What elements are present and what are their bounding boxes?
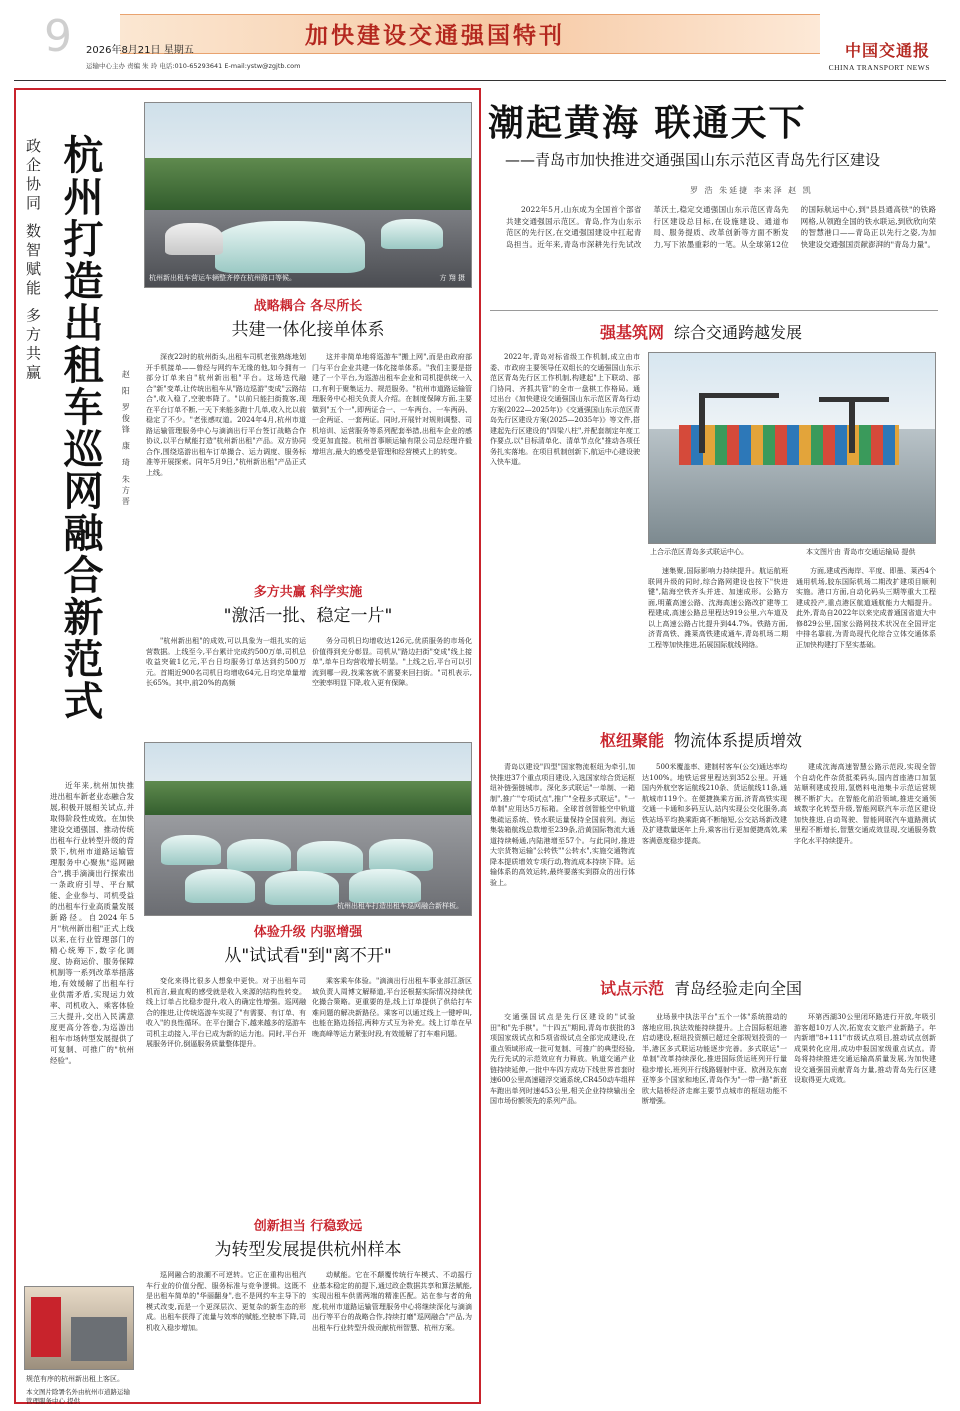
section4-kicker: 创新担当 行稳致远	[253, 1219, 363, 1234]
section3-text-a: 变化来得比很多人想象中更快。对于出租车司机而言,最直观的感受就是收入来源的结构性转变。线上订单占比稳步提升,收入的确定性增强。巡网融合的推进,让传统巡游车实现了"有需要、有订单、有收入"的良性循环。在平台撮合下,越来越多的巡游车司机主动接入,平台已成为新的运力池。同时,平台开展服务评价,倒逼服务质量整体提升。	[146, 977, 306, 1048]
section4-text-b: 动赋能。它在不颠覆传统行车模式、不动摇行业基本稳定的前提下,通过政企数据共享和算法赋能,实现出租车供需两端的精准匹配。站在参与者的角度,杭州市道路运输管理服务中心将继续深化与滴滴出行等平台的战略合作,持续打磨"巡网融合"产品,为出租车行业转型升级贡献杭州智慧、杭州方案。	[312, 1271, 472, 1332]
qingdao-authors: 罗 浩 朱延捷 李来泽 赵 凯	[690, 186, 813, 195]
header-rule	[14, 80, 946, 81]
masthead	[0, 0, 960, 78]
r-section2-heading: 物流体系提质增效	[674, 731, 803, 750]
section1-text-b: 这并非简单地将巡游车"搬上网",而是由政府部门与平台企业共建一体化接单体系。"我们主要是搭建了一个平台,为巡游出租车企业和司机提供统一入口,有利于聚集运力、规范服务。"杭州市道路运输管理服务中心相关负责人介绍。在制度保障方面,主要做到"五个一",即两证合一、一车两台、一车两码、一企两证、一套两证。同时,开展针对规则调整、司机培训、运营服务等系列配套举措,出租车企业的感受更加直接。杭州首事顺运输有限公司总经理许毅增坦言,最大的感受是管理和经营模式上的转变。	[312, 353, 472, 456]
r-section2-col-b	[642, 762, 787, 974]
photo-logistics-credit: 本文图片由 青岛市交通运输局 提供	[806, 548, 916, 556]
r-section2-kicker: 枢纽聚能	[600, 731, 665, 750]
section3-col-a	[146, 976, 306, 1214]
r-section1-col-c	[796, 566, 936, 666]
r-section2-text-b: 500米覆盖率、建制村客车(公交)通达率均达100%。地铁运营里程达到352公里。开通国内外航空客运航线210条、货运航线11条,通航城市119个。在便捷换乘方面,济青高铁实现交通一卡通和多码互认,站内实现公交化服务,高铁站场平均换乘距离不断缩短,公交站场新改建及扩建数量逐年上升,乘客出行更加便捷高效,乘客满意度稳步提高。	[642, 763, 787, 845]
section2-kicker: 多方共赢 科学实施	[253, 585, 363, 600]
r-section1-header	[600, 322, 802, 345]
section3-col-b	[312, 976, 472, 1214]
section1-col-a	[146, 352, 306, 582]
r-section3-col-a	[490, 1012, 635, 1404]
photo3-caption: 规范有序的杭州新出租上客区。	[26, 1375, 124, 1383]
section2-text-b: 务分司机日均增收达126元,优质服务的市场化价值得到充分彰显。司机从"路边扫街"变成"线上接单",单车日均营收增长明显。"上线之后,平台可以引流到哪一段,找乘客就不需要来回扫街。"司机表示,空驶率明显下降,收入更有保障。	[312, 637, 472, 687]
hangzhou-article	[14, 88, 481, 1404]
r-section2-text-c: 建成沈海高速智慧公路示范段,实现全智个自动化件杂货抵柔码头,国内首座港口加氢站顺利建成投用,氢燃料电池集卡示范运营规模不断扩大。在智能化前沿领域,推进交通领域数字化转型升级,智能网联汽车示范区建设加快推进,自动驾驶、智能网联汽车道路测试里程不断增长,智慧交通成效显现,交通服务数字化水平持续提升。	[794, 763, 936, 845]
photo-logistics-center	[648, 352, 936, 544]
section4-col-b	[312, 1270, 472, 1398]
r-section1-kicker: 强基筑网	[600, 323, 665, 342]
section1-kicker: 战略耦合 各尽所长	[253, 299, 363, 314]
editor-info: 运输中心主办 责编 朱 玲 电话:010-65293641 E-mail:ystw@zgjtb.com	[86, 62, 301, 70]
r-section3-header	[600, 978, 802, 1001]
r-section1-text-a: 2022年,青岛对标省级工作机制,成立由市委、市政府主要领导任双组长的交通强国山东示范区青岛先行区工作机制,构建起"上下联动、部门协同、齐抓共管"的全市一盘棋工作格局。通过出台《加快建设交通强国山东示范区青岛行动方案(2022—2025年)》《交通强国山东示范区青岛先行区建设方案(2025—2035年)》等文件,搭建起先行区建设的"四梁八柱",并配套制定年度工作要点,以"目标清单化、清单节点化"推动各项任务扎实落地。在项目机制创新下,航运中心建设驶入快车道。	[490, 353, 640, 466]
issue-date: 2026年8月21日 星期五	[86, 45, 194, 56]
article-title: 杭州打造出租车巡网融合新范式	[57, 134, 103, 722]
photo-logistics-caption: 上合示范区青岛多式联运中心。	[650, 548, 748, 556]
r-section2-col-a	[490, 762, 635, 974]
banner-title: 加快建设交通强国特刊	[305, 22, 565, 49]
section4-heading: 为转型发展提供杭州样本	[214, 1240, 402, 1260]
article-deck: 政企协同 数智赋能 多方共赢	[24, 138, 42, 384]
r-section3-text-c: 环第西湖30公里闭环路进行开放,年吸引游客超10万人次,拓宽农文旅产业新路子。年内新增"8+111"市级试点项目,推动试点创新成果转化应用,成功申报国家级重点试点。青岛将持续推进交通运输高质量发展,为加快建设交通强国贡献青岛力量,推动青岛先行区建设取得更大成效。	[794, 1013, 936, 1084]
article-intro	[50, 780, 134, 1280]
special-issue-banner	[120, 14, 820, 54]
section3-text-b: 乘客乘车体验。"滴滴出行出租车事业部江浙区域负责人周博文解释道,平台还根据实际情况持续优化撮合策略。更重要的是,线上订单提供了供给打车难问题的解决新路径。乘客可以通过线上一键呼叫,也能在路边扬招,两种方式互为补充。线上订单在早晚高峰等运力紧张时段,有效缓解了打车难问题。	[312, 977, 472, 1038]
section3-kicker: 体验升级 内驱增强	[253, 925, 363, 940]
section2-col-a	[146, 636, 306, 734]
r-section1-col-b	[648, 566, 788, 666]
photo2-caption: 杭州出租车打造出租车巡网融合新样板。	[337, 902, 463, 911]
r-section1-text-c: 方面,建成西海岸、平度、即墨、莱西4个通用机场,胶东国际机场二期改扩建项目顺利实施。港口方面,自动化码头三期等重大工程建成投产,重点港区航道通航能力大幅提升。此外,青岛自2022年以来完成普通国省道大中修829公里,国家公路网技术状况在全国评定中排名靠前,为青岛现代化综合立体交通体系正加快构建打下坚实基础。	[796, 567, 936, 649]
photo-pickup-area	[24, 1286, 134, 1370]
photo3-credit: 本文图片除署名外由杭州市道路运输管理服务中心 提供	[26, 1388, 130, 1405]
photo-taxis-street	[144, 102, 472, 288]
r-section1-text-b: 速集聚,国际影响力持续提升。航运航班联网升级的同时,综合路网建设也按下"快进键",陆海空铁齐头并进、加速成形。公路方面,明董高速公路、沈海高速公路改扩建等工程建成,高速公路总里程达919公里,六车道及以上高速公路占比提升到44.7%。铁路方面,济青高铁、潍莱高铁建成通车,青岛机场二期工程等加快推进,拓展国际航线网络。	[648, 567, 788, 649]
r-section1-heading: 综合交通跨越发展	[674, 323, 803, 342]
lead-text: 2022年5月,山东成为全国首个部省共建交通强国示范区。青岛,作为山东示范区的先行区,在交通强国建设中扛起青岛担当。近年来,青岛市深耕先行先试改革沃土,稳定交通强国山东示范区青岛先行区建设总目标,在设施建设、通道布局、服务提质、改革创新等方面不断发力,写下浓墨重彩的一笔。从全球第12位的国际航运中心,到"县县通高铁"的铁路网格,从领跑全国的铁水联运,到欣欣向荣的智慧港口——青岛正以先行之姿,为加快建设交通强国贡献澎湃的"青岛力量"。	[506, 205, 936, 249]
section2-text-a: "杭州新出租"的成效,可以具象为一组扎实的运营数据。上线至今,平台累计完成约500万单,司机总收益突破1亿元,平台日均服务订单达到约500万元。首期近900名司机日均增收64元,日均完单量增长65%。其中,前20%的高频	[146, 637, 306, 687]
section4-col-a	[146, 1270, 306, 1398]
section1-col-b	[312, 352, 472, 582]
logo-en: CHINA TRANSPORT NEWS	[828, 62, 930, 72]
logo-cn: 中国交通报	[844, 41, 930, 60]
r-section1-col-a	[490, 352, 640, 666]
r-section3-text-b: 业场景中执法平台"五个一体"系统推动的落地应用,执法效能持续提升。上合国际枢纽港启动建设,枢纽投资额已超过全部规划投资的一半,港区多式联运功能逐步完善。多式联运"一单制"改革持续深化,推进国际货运班列开行量稳步增长,班列开行线路辐射中亚、欧洲及东南亚等多个国家和地区,青岛作为"一带一路"新亚欧大陆桥经济走廊主要节点城市的枢纽功能不断增强。	[642, 1013, 787, 1105]
photo1-caption: 杭州新出租车营运车辆整齐停在杭州路口等候。	[149, 274, 296, 283]
intro-text: 近年来,杭州加快推进出租车新老业态融合发展,积极开展相关试点,并取得阶段性成效。在加快建设交通强国、推动传统出租车行业转型升级的背景下,杭州市道路运输管理服务中心聚焦"巡网融合",携手滴滴出行探索出一条政府引导、平台赋能、企业参与、司机受益的出租车行业高质量发展新路径。自2024年5月"杭州新出租"正式上线以来,在行业管理部门的精心统筹下,数字化调度、协商运价、服务保障机制等一系列改革举措落地,有效缓解了出租车行业供需矛盾,实现运力效率、司机收入、乘客体验三大提升,交出入民满意度更高分答卷,为巡游出租车市场转型发展提供了可复制、可推广的"杭州经验"。	[50, 781, 134, 1065]
newspaper-logo	[829, 40, 930, 73]
r-section3-kicker: 试点示范	[600, 979, 665, 998]
section1-text-a: 深夜22时的杭州街头,出租车司机老张熟练地划开手机接单——曾经与网约车无缘的他,如今拥有一部分订单来自"杭州新出租"平台。这场迭代融合"新"变革,让传统出租车从"路边巡游"变成"云路结合",收入稳了,空驶率降了。"以前只能扫街揽客,现在平台订单不断,一天下来能多跑十几单,收入比以前稳定了不少。"老张感叹道。2024年4月,杭州市道路运输管理服务中心与滴滴出行平台签订战略合作协议,以平台赋能打造"杭州新出租"产品。双方协同合作,围绕巡游出租车订单撮合、运力调度、服务标准等开展探索。同年5月9日,"杭州新出租"产品正式上线。	[146, 353, 306, 477]
r-section2-header	[600, 730, 802, 753]
qingdao-title: 潮起黄海 联通天下	[488, 103, 807, 144]
article-authors: 赵 阳 罗俊锋 康 琦 朱方晋	[121, 370, 131, 508]
photo-taxi-fleet	[144, 742, 472, 916]
r-section3-col-c	[794, 1012, 936, 1404]
section3-heading: 从"试试看"到"离不开"	[224, 946, 392, 966]
qingdao-subtitle: ——青岛市加快推进交通强国山东示范区青岛先行区建设	[505, 151, 881, 169]
lead-divider	[490, 310, 938, 311]
section1-heading: 共建一体化接单体系	[231, 320, 385, 340]
r-section3-col-b	[642, 1012, 787, 1404]
r-section3-text-a: 交通强国试点是先行区建设的"试验田"和"先手棋"。"十四五"期间,青岛市获批的3项国家级试点和5项省级试点全部完成建设,在重点领域形成一批可复制、可推广的典型经验,先行先试的示范效应有力释放。轨道交通产业链持续延伸,一批中车四方成功下线世界首套时速600公里高速磁浮交通系统,CR450动车组样车跑出单列时速453公里,相关企业持续输出全国市场份额领先的系列产品。	[490, 1013, 635, 1105]
section2-heading: "激活一批、稳定一片"	[223, 606, 393, 626]
r-section3-heading: 青岛经验走向全国	[674, 979, 803, 998]
r-section2-text-a: 青岛以建设"四型"国家物流枢纽为牵引,加快推进37个重点项目建设,入选国家综合货运枢纽补链强链城市。深化多式联运"一单制、一箱制",推广"专项试点",推广"全程多式联运"。"一单制"应用达5万标箱。全球首创智能空中轨道集疏运系统、铁水联运量保持全国前列。海运集装箱航线总数增至239条,沿黄国际物流大通道持续畅通,内陆港增至57个。与此同时,推进大宗货物运输"公转铁""公转水",实施交通物流降本提质增效专项行动,物流成本持续下降。运输体系的高效运转,最终要落实到群众的出行体验上。	[490, 763, 635, 887]
photo1-credit: 方 翔 摄	[439, 274, 465, 283]
section2-col-b	[312, 636, 472, 734]
qingdao-lead	[506, 204, 936, 304]
section4-text-a: 巡网融合的浪潮不可逆转。它正在重构出租汽车行业的价值分配、服务标准与竞争逻辑。这既不是出租车简单的"华丽翻身",也不是网约车主导下的模式改变,而是一个更深层次、更复杂的新生态的形成。出租车获得了流量与效率的赋能,空驶率下降,司机收入稳步增加。	[146, 1271, 306, 1332]
page-number: 9	[44, 11, 72, 62]
r-section2-col-c	[794, 762, 936, 974]
